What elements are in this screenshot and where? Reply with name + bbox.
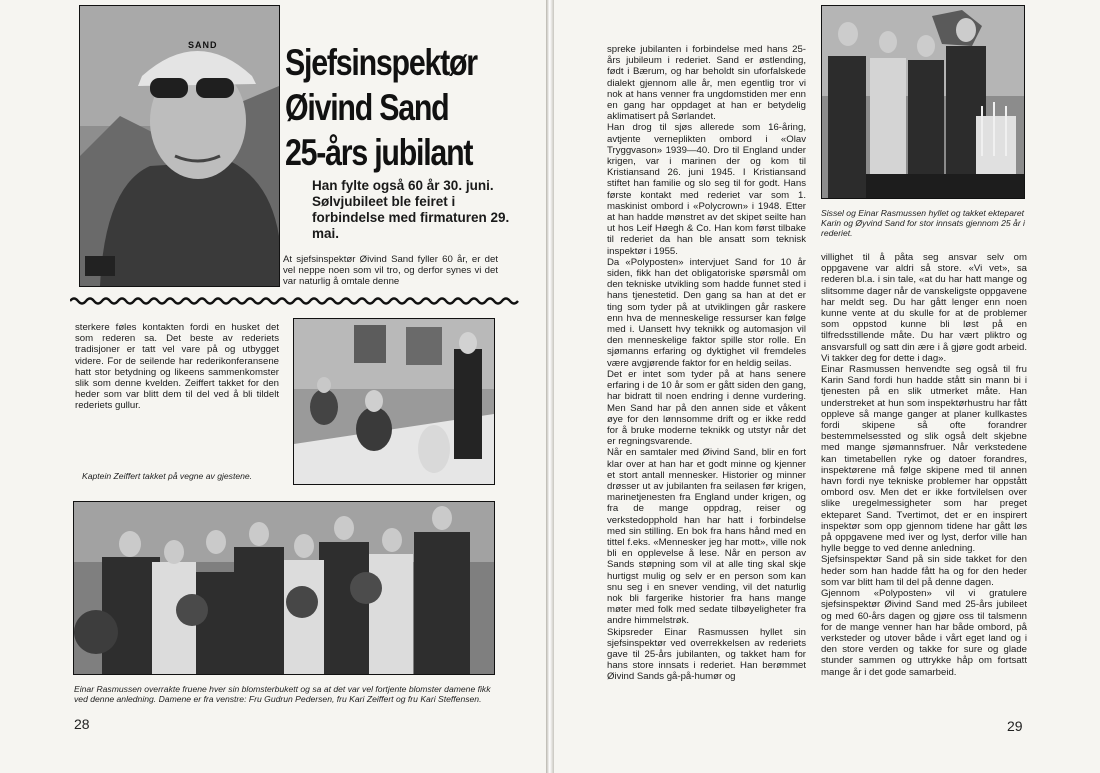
- headline-line-2: Øivind Sand: [285, 87, 449, 128]
- article-intro: At sjefsinspektør Øivind Sand fyller 60 år, er det vel neppe noen som vil tro, og derfor synes vi det var naturlig å omtale denne: [283, 254, 498, 288]
- right-page: [554, 0, 1100, 773]
- article-subhead: Han fylte også 60 år 30. juni. Sølvjubileet ble feiret i forbindelse med firmaturen 29. mai.: [312, 178, 510, 241]
- left-column-text: sterkere føles kontakten fordi en husket det som rederen sa. Det beste av rederiets tradisjoner er tatt vel vare på og utbygget videre. For de seilende har rederikonferansene hatt stor betydning og likeens sammenkomster slik som denne kvelden. Zeiffert takket for den heder som var blitt dem til del ved å bli tildelt rederiets gullur.: [75, 322, 279, 412]
- article-headline: [285, 40, 478, 175]
- rasmussen-image: [822, 6, 1024, 198]
- rasmussen-photo: [821, 5, 1025, 199]
- wavy-divider: [70, 296, 522, 306]
- page-number-left: 28: [74, 716, 90, 732]
- right-column-2-text: villighet til å påta seg ansvar selv om oppgavene var aldri så store. «Vi vet», sa rederen bl.a. i sin tale, «at du har hatt mange og slitsomme dager når de vanskeligste oppgavene har meldt seg. Du har gått lenger enn noen kunne vente at du skulle for at de problemer som oppstod kunne bli løst på en tilfredsstillende måte. Du har vært pliktro og ansvarsfull og satt din ære i å gjøre godt arbeid. Vi takker deg for dette i dag». Einar Rasmussen henvendte seg også til fru Karin Sand fordi hun hadde stått sin mann bi i tjenesten på en slik utmerket måte. Han understreket at hun som inspektørhustru har fått oppleve så mange ganger at planer kullkastes fordi skipene så ofte forandrer bestemmelsessted og slik også delt skjebne med mange sjømannsfruer. Når verkstedene kan timetabellen ryke og datoer forandres, inspektørene må følge skipene med til annen havn fordi nye tekniske problemer har oppstått ombord osv. Men det er ikke fortvilelsen over slike uregelmessigheter som har preget ekteparet Sand. Tvertimot, det er en inspirert inspektør som opp gjennom tidene har gått løs på oppgavene med iver og lyst, derfor ville han hylle begge to ved denne anledning. Sjefsinspektør Sand på sin side takket for den heder som han hadde fått ha og for den heder som var blitt ham til del på denne dagen. Gjennom «Polyposten» vil vi gratulere sjefsinspektør Øivind Sand med 25-års jubileet og med 60-års dagen og gjøre oss til talsmenn for de mange venner han har både ombord, på verksteder og utover både i vårt eget land og i den store verden og takke for sure og glade stunder sammen og uttrykke håp om fortsatt mange år i det gode samarbeid.: [821, 252, 1027, 678]
- portrait-photo: [79, 5, 280, 287]
- dinner-image: [294, 319, 494, 484]
- dinner-caption: Kaptein Zeiffert takket på vegne av gjestene.: [82, 471, 253, 481]
- group-photo: [73, 501, 495, 675]
- headline-line-3: 25-års jubilant: [285, 132, 473, 173]
- page-gutter: [546, 0, 554, 773]
- headline-line-1: Sjefsinspektør: [285, 42, 477, 83]
- page-number-right: 29: [1007, 718, 1023, 734]
- group-image: [74, 502, 494, 674]
- helmet-label: SAND: [188, 40, 218, 50]
- rasmussen-caption: Sissel og Einar Rasmussen hyllet og takket ekteparet Karin og Øyvind Sand for stor innsats gjennom 25 år i rederiet.: [821, 208, 1025, 238]
- right-column-1-text: spreke jubilanten i forbindelse med hans 25-års jubileum i rederiet. Sand er østlending, født i Bærum, og har beholdt sin uforfalskede dialekt gjennom alle år, men egentlig tror vi nok at hans venner fra ungdomstiden mer enn en gang har oppdaget at han er betydelig aklimatisert på Sørlandet. Han drog til sjøs allerede som 16-åring, avtjente verneplikten ombord i «Olav Tryggvason» 1939—40. Dro til England under krigen, var i marinen der og kom til Kristiansand 26. juni 1945. I Kristiansand stiftet han familie og slo seg til for godt. Hans første kontakt med rederiet var som 1. maskinist ombord i «Polycrown» i 1948. Etter at han hadde mønstret av det skipet seilte han ut hos Leif Høegh & Co. Han kom først tilbake til rederiet da han ble ansatt som teknisk inspektør i 1955. Da «Polyposten» intervjuet Sand for 10 år siden, fikk han det obligatoriske spørsmål om den tekniske utvikling som hadde funnet sted i hans tjenestetid. Den gang sa han at det er ting som tyder på at utviklingen går raskere enn hva de menneskelige ressurser kan følge med i. Uansett hvy teknikk og automasjon vil den menneskelige faktor spille stor rolle. En sjømanns erfaring og dyktighet vil fremdeles være avgjørende faktor for en heldig seilas. Det er intet som tyder på at hans senere erfaring i de 10 år som er gått siden den gang, har bidratt til noen endring i denne vurdering. Men Sand har på den annen side et våkent øye for den lønnsomme drift og er ikke redd for å bruke moderne teknikk og utstyr når det er regningsvarende. Når en samtaler med Øivind Sand, blir en fort klar over at han har et godt minne og kjenner et stort antall mennesker. Historier og minner drøsser ut av jubilanten fra seilasen før krigen, marinetjenesten fra England under krigen, og fra de mange oppdrag, reiser og verkstedopphold han har hatt i forbindelse med sin stilling. En bok fra hans hånd med en tittel f.eks. «Mennesker jeg har mott», ville nok bli en opplevelse å lese. Når en person av Sands støpning som vil at alle ting skal skje hurtigst mulig og selv er en person som kan snu seg i en snever vending, vil det naturlig nok bli fargerike historier fra hans mange møter med folk med sedate tilbøyeligheter fra andre himmelstrøk. Skipsreder Einar Rasmussen hyllet sin sjefsinspektør ved overrekkelsen av rederiets gave til 25-års jubilanten, og takket ham for hans store innsats i rederiet. Han berømmet Øivind Sands gå-på-humør og: [607, 44, 806, 683]
- portrait-image: [80, 6, 279, 286]
- group-caption: Einar Rasmussen overrakte fruene hver sin blomsterbukett og sa at det var vel fortjente blomster damene fikk ved denne anledning. Damene er fra venstre: Fru Gudrun Pedersen, fru Kari Zeiffert og fru Kari Steffensen.: [74, 684, 491, 704]
- left-page: [0, 0, 546, 773]
- dinner-photo: [293, 318, 495, 485]
